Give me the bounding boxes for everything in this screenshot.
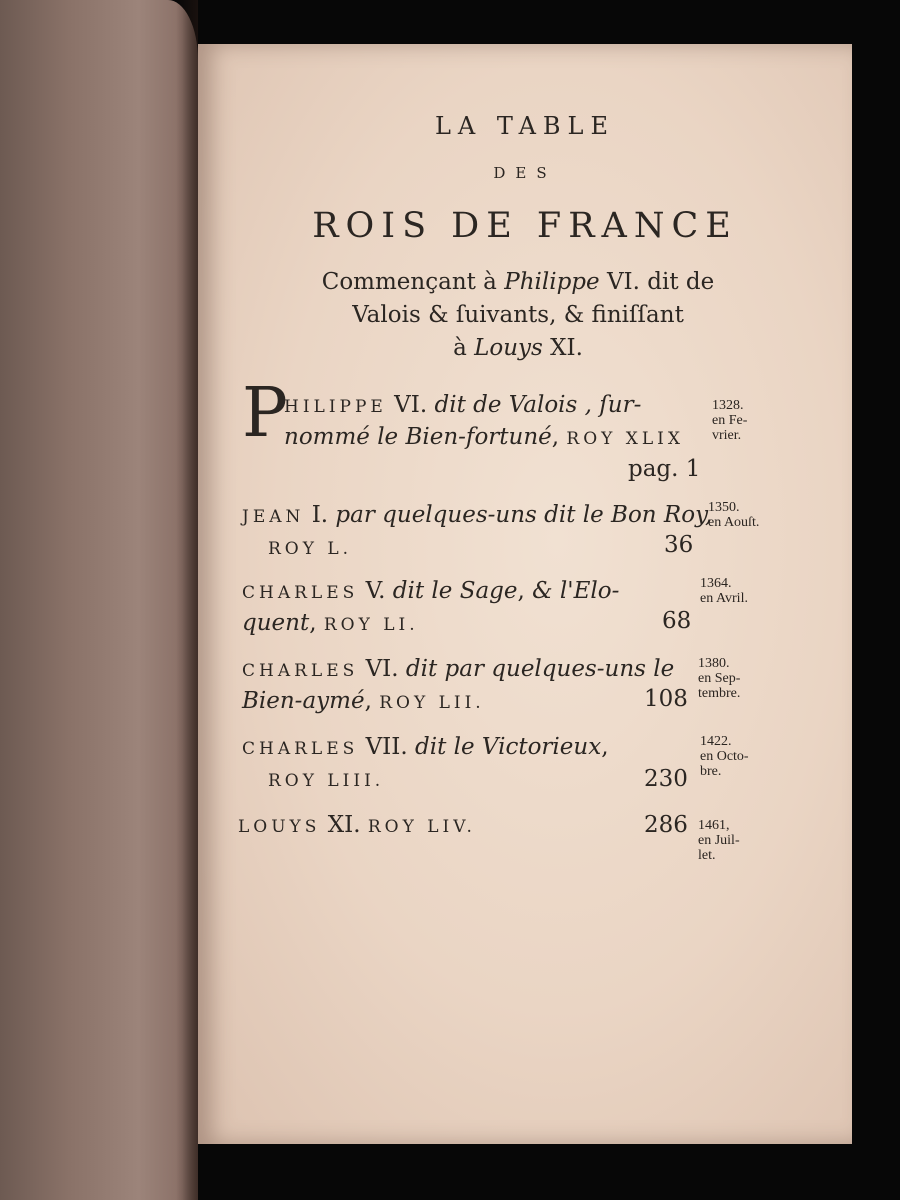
entry-page-number: pag. 1 [628,456,701,482]
book-page [198,44,852,1144]
entry-text: , [601,734,609,760]
entry-charles-v-line2 [242,608,419,640]
entry-text: VII. [358,734,415,760]
entry-text: I. [304,502,336,528]
heading-title: ROIS DE FRANCE [312,206,738,246]
entry-italic: quent [242,610,310,636]
subtitle-italic: Louys [474,335,543,361]
entry-roy: ROY L. [268,539,353,559]
entry-page-number: 230 [644,766,688,792]
heading-line-1: LA TABLE [434,112,616,140]
entry-charles-vi-line2 [242,686,485,718]
entry-charles-v-line1 [242,576,619,608]
entry-name: LOUYS [238,817,321,837]
entry-name: JEAN [242,507,305,527]
entry-italic: dit le Victorieux [414,734,602,760]
entry-italic: Bien-aymé [242,688,365,714]
entry-italic: & l'Elo- [532,578,620,604]
entry-text: , [364,688,380,714]
entry-italic: par quelques-uns dit le Bon Roy, [335,502,713,528]
entry-italic: dit le Sage [392,578,518,604]
entry-roy: ROY LIII. [268,771,385,791]
facing-left-page [0,0,198,1200]
entry-margin-date: 1350. en Aouſt. [708,500,760,530]
entry-roy: ROY LIV. [367,817,476,837]
subtitle-italic: Philippe [504,269,600,295]
entry-jean-line2 [268,532,352,564]
gutter-shadow [176,0,198,1200]
entry-margin-date: 1461, en Juil- let. [698,818,740,863]
entry-jean-line1 [242,500,712,532]
subtitle-text: VI. dit de [599,269,715,295]
entry-margin-date: 1328. en Fe- vrier. [712,398,748,443]
entry-text: , [309,610,324,636]
subtitle [258,266,778,365]
entry-charles-vi-line1 [242,654,674,686]
subtitle-text: Commençant à [321,269,505,295]
entry-charles-vii-line2 [268,764,384,796]
entry-text: , [517,578,533,604]
entry-name: CHARLES [242,661,359,681]
entry-roy: ROY XLIX [566,429,684,449]
entry-text: VI. [386,392,435,418]
entry-italic: nommé le Bien-fortuné [284,424,552,450]
subtitle-text: Valois & ſuivants, & finiſſant [352,302,684,328]
entry-italic: dit par quelques-uns le [405,656,675,682]
entry-margin-date: 1380. en Sep- tembre. [698,656,741,701]
entry-text: XI. [320,812,368,838]
entry-page-number: 108 [644,686,688,712]
entry-text: VI. [358,656,406,682]
entry-philippe-line1 [284,390,641,422]
entry-name: CHARLES [242,583,359,603]
entry-name: HILIPPE [284,397,387,417]
subtitle-text: XI. [542,335,583,361]
entry-text: V. [358,578,393,604]
entry-roy: ROY LI. [323,615,419,635]
entry-roy: ROY LII. [379,693,485,713]
entry-page-number: 68 [662,608,692,634]
heading-line-2: DES [493,164,557,182]
subtitle-text: à [453,335,475,361]
entry-margin-date: 1422. en Octo- bre. [700,734,749,779]
entry-charles-vii-line1 [242,732,609,764]
entry-page-number: 286 [644,812,688,838]
entry-louys-xi-line1 [238,810,476,842]
entry-page-number: 36 [664,532,694,558]
entry-philippe-line2 [284,422,684,454]
entry-italic: dit de Valois , ſur- [434,392,642,418]
entry-margin-date: 1364. en Avril. [700,576,748,606]
entry-text: , [551,424,567,450]
entry-name: CHARLES [242,739,359,759]
drop-cap: P [242,374,288,453]
